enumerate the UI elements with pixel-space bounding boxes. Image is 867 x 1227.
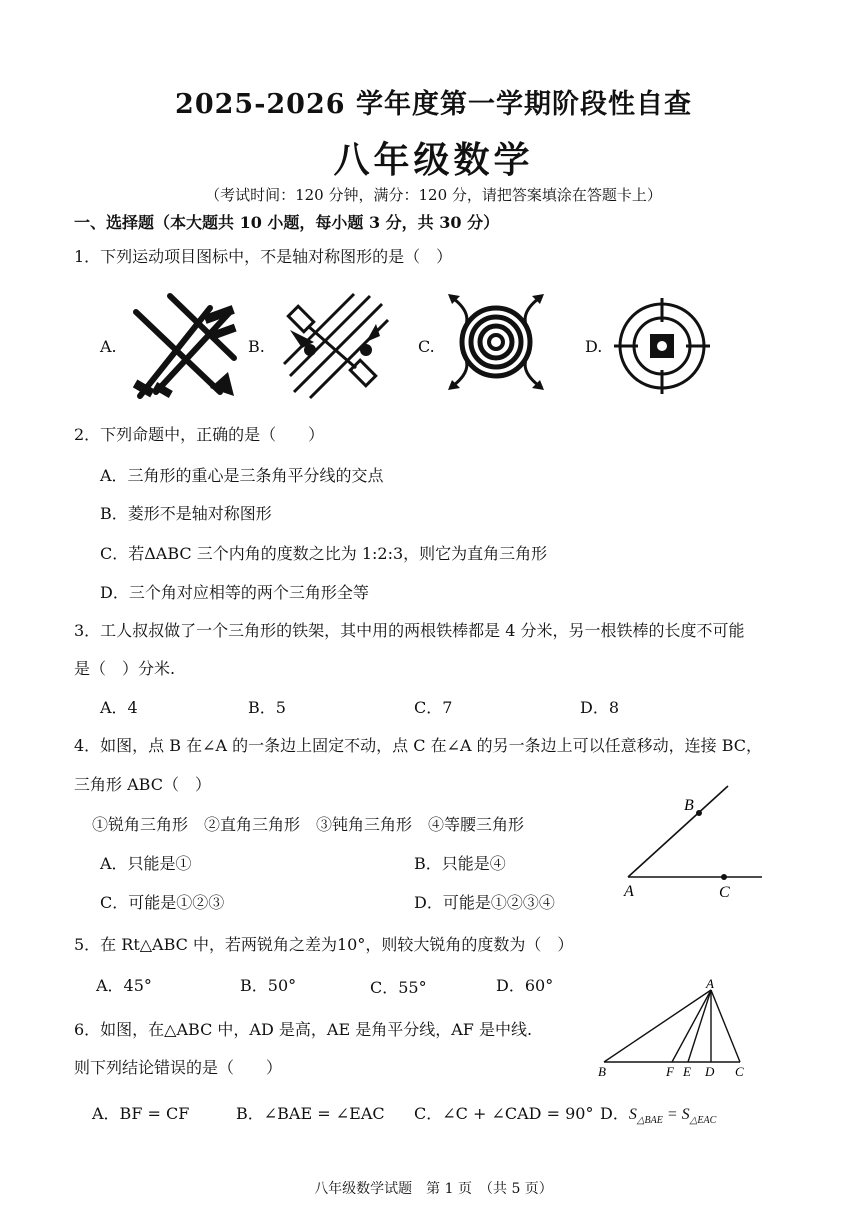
q6-option-d-prefix: D． bbox=[600, 1104, 629, 1123]
label-a: A bbox=[706, 976, 714, 991]
label-e: E bbox=[683, 1064, 691, 1079]
q5-option-c: C．55° bbox=[370, 978, 427, 997]
q3-stem-line1: 3．工人叔叔做了一个三角形的铁架，其中用的两根铁棒都是 4 分米，另一根铁棒的长度不可能 bbox=[74, 621, 745, 640]
shooting-target-icon bbox=[612, 296, 712, 396]
page-footer: 八年级数学试题 第 1 页 （共 5 页） bbox=[314, 1181, 553, 1197]
q2-option-d: D．三个角对应相等的两个三角形全等 bbox=[100, 583, 369, 602]
q6-option-c: C．∠C + ∠CAD = 90° bbox=[414, 1104, 594, 1123]
q4-option-c: C．可能是①②③ bbox=[100, 893, 225, 912]
q5-stem: 5．在 Rt△ABC 中，若两锐角之差为10°，则较大锐角的度数为（ ） bbox=[74, 935, 574, 954]
q4-stem-line2: 三角形 ABC（ ） bbox=[74, 775, 211, 794]
label-b: B bbox=[684, 797, 694, 814]
point-b bbox=[696, 810, 702, 816]
q1-label-b: B. bbox=[248, 337, 265, 356]
q5-option-b: B．50° bbox=[240, 976, 297, 995]
q1-label-d: D. bbox=[585, 337, 603, 356]
point-c bbox=[721, 874, 727, 880]
q2-option-c: C．若ΔABC 三个内角的度数之比为 1:2:3，则它为直角三角形 bbox=[100, 544, 548, 563]
q1-label-c: C. bbox=[418, 337, 435, 356]
q4-option-b: B．只能是④ bbox=[414, 854, 506, 873]
q4-stem-line1: 4．如图，点 B 在∠A 的一条边上固定不动，点 C 在∠A 的另一条边上可以任意移动，连接 BC， bbox=[74, 736, 763, 755]
q1-label-a: A. bbox=[100, 337, 117, 356]
q3-option-b: B．5 bbox=[248, 698, 286, 717]
q6-option-b: B．∠BAE = ∠EAC bbox=[236, 1104, 385, 1123]
q1-stem: 1．下列运动项目图标中，不是轴对称图形的是（ ） bbox=[74, 247, 453, 266]
q2-option-b: B．菱形不是轴对称图形 bbox=[100, 504, 272, 523]
q4-option-d: D．可能是①②③④ bbox=[414, 893, 555, 912]
archery-target-icon bbox=[446, 292, 546, 392]
q2-option-a: A．三角形的重心是三条角平分线的交点 bbox=[100, 466, 384, 485]
side-ab bbox=[604, 990, 711, 1062]
q4-option-a: A．只能是① bbox=[100, 854, 192, 873]
label-c: C bbox=[719, 884, 730, 900]
q2-stem: 2．下列命题中，正确的是（ ） bbox=[74, 425, 325, 444]
q6-option-d bbox=[600, 1101, 716, 1126]
angle-side-ab bbox=[628, 786, 728, 877]
q6-triangle-figure bbox=[594, 976, 754, 1082]
subject-title: 八年级数学 bbox=[333, 139, 534, 181]
q4-angle-figure bbox=[616, 780, 776, 900]
q3-option-c: C．7 bbox=[414, 698, 453, 717]
label-a: A bbox=[624, 883, 634, 900]
exam-title: 2025-2026 学年度第一学期阶段性自查 bbox=[175, 89, 692, 120]
q6-option-d-eq: = S bbox=[662, 1106, 690, 1123]
q6-stem-line1: 6．如图，在△ABC 中，AD 是高，AE 是角平分线，AF 是中线. bbox=[74, 1020, 533, 1039]
section-heading: 一、选择题（本大题共 10 小题，每小题 3 分，共 30 分） bbox=[74, 213, 500, 232]
q6-option-a: A．BF = CF bbox=[92, 1104, 190, 1123]
side-ac bbox=[711, 990, 740, 1062]
q3-stem-line2: 是（ ）分米. bbox=[74, 659, 176, 678]
label-b: B bbox=[598, 1064, 606, 1079]
q6-option-d-sub1: △BAE bbox=[636, 1115, 663, 1127]
q4-choices: ①锐角三角形 ②直角三角形 ③钝角三角形 ④等腰三角形 bbox=[92, 815, 525, 834]
label-d: D bbox=[705, 1064, 715, 1079]
label-c: C bbox=[735, 1064, 744, 1079]
hockey-sticks-icon bbox=[130, 292, 238, 400]
q5-option-d: D．60° bbox=[496, 976, 554, 995]
q6-option-d-s1: S bbox=[628, 1106, 637, 1123]
q3-option-d: D．8 bbox=[580, 698, 620, 717]
exam-note: （考试时间：120 分钟，满分：120 分，请把答案填涂在答题卡上） bbox=[205, 186, 662, 204]
q3-option-a: A．4 bbox=[100, 698, 138, 717]
label-f: F bbox=[666, 1064, 674, 1079]
q6-stem-line2: 则下列结论错误的是（ ） bbox=[74, 1058, 283, 1077]
badminton-icon bbox=[280, 292, 390, 400]
q6-option-d-sub2: △EAC bbox=[689, 1115, 717, 1127]
q5-option-a: A．45° bbox=[96, 976, 152, 995]
